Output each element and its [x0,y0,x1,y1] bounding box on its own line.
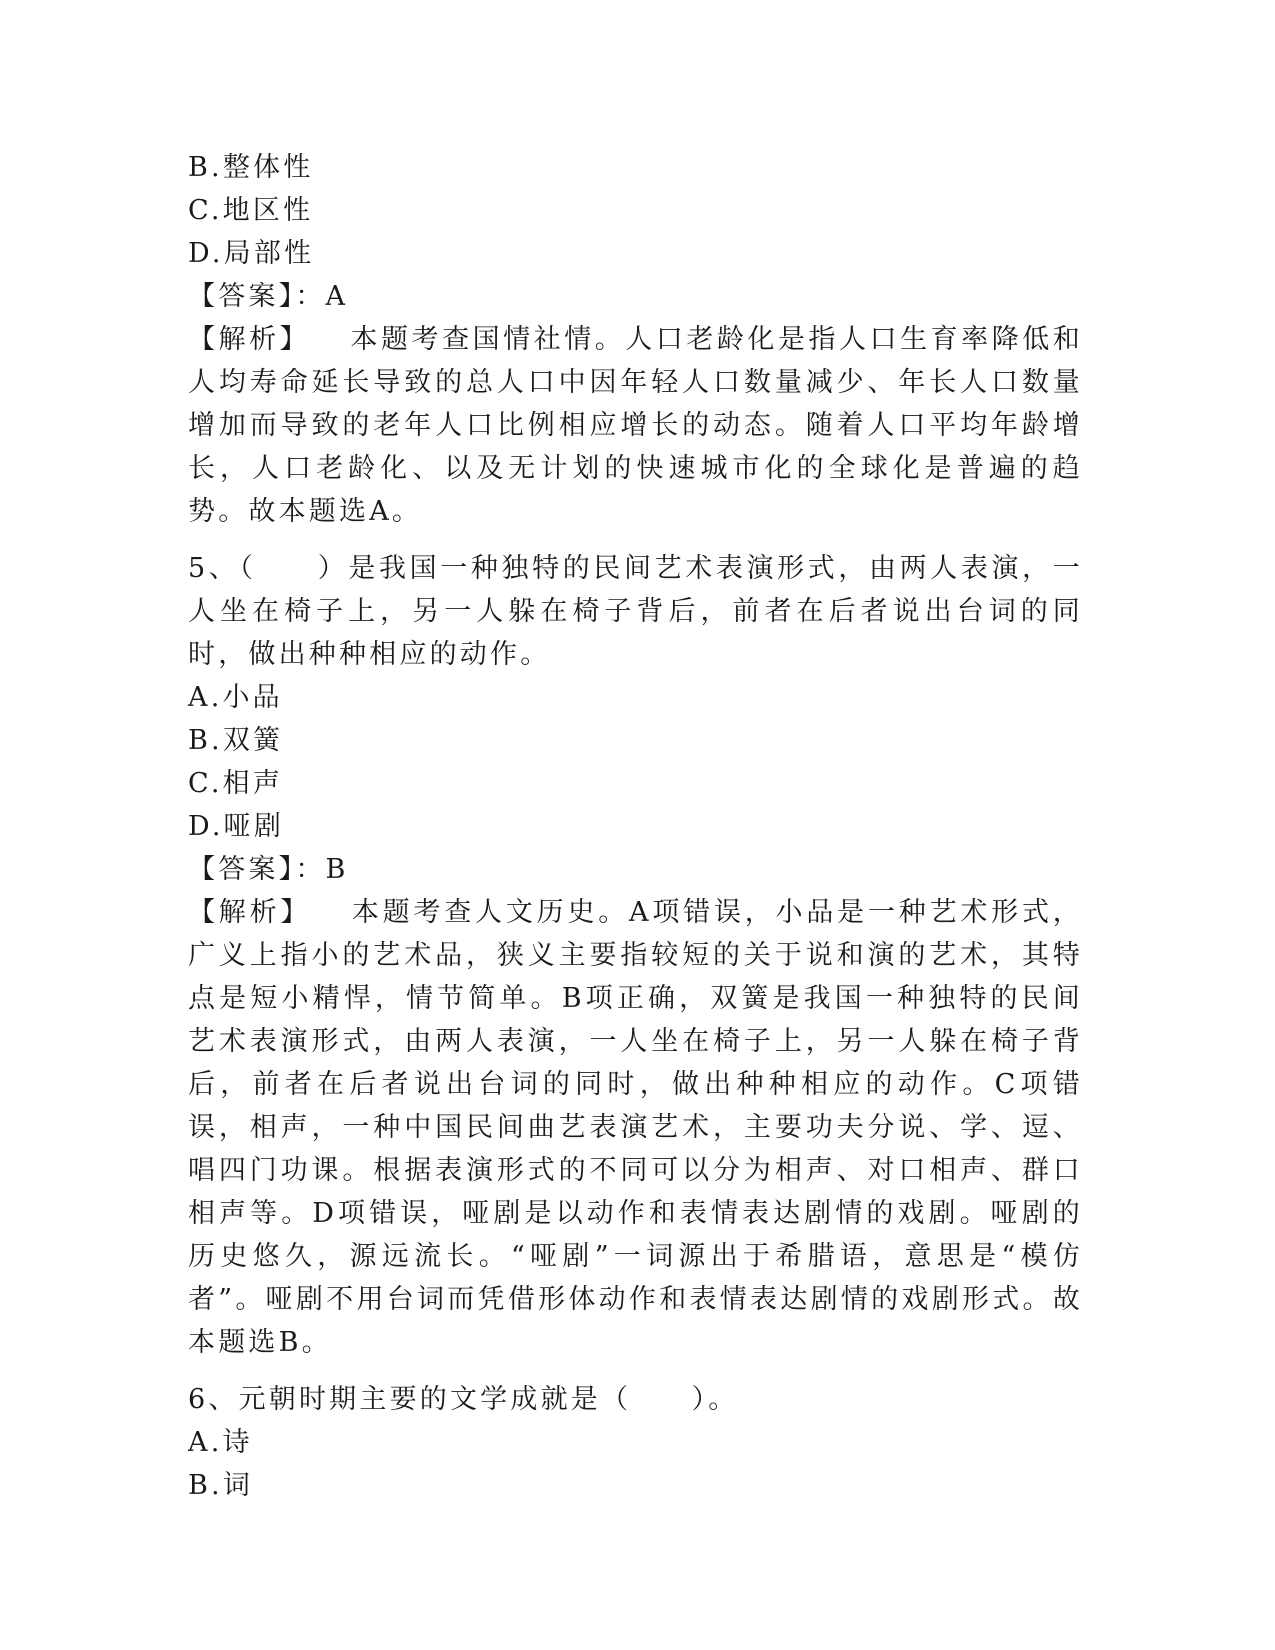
option-b: B.双簧 [188,725,284,756]
analysis-paragraph [188,891,1083,1364]
option-a: A.小品 [188,682,283,713]
option-c: C.相声 [188,768,284,799]
analysis-label: 【解析】 [188,324,311,355]
question-stem: 5、（ ）是我国一种独特的民间艺术表演形式，由两人表演，一人坐在椅子上，另一人躲在椅子背后，前者在后者说出台词的同时，做出种种相应的动作。 [188,553,1083,670]
option-b: B.整体性 [188,152,314,183]
option-d: D.局部性 [188,238,315,269]
answer-line [188,848,1083,891]
question-4-block [188,146,1083,533]
option-b: B.词 [188,1470,254,1501]
answer-value: ：B [295,854,349,885]
answer-label: 【答案】 [188,281,296,312]
answer-line [188,275,1083,318]
answer-label: 【答案】 [188,854,296,885]
question-stem: 6、元朝时期主要的文学成就是（ ）。 [188,1384,739,1415]
option-a: A.诗 [188,1427,253,1458]
option-d: D.哑剧 [188,811,285,842]
answer-value: ：A [295,281,349,312]
question-6-block [188,1378,1083,1507]
analysis-paragraph [188,318,1083,533]
analysis-label: 【解析】 [188,897,312,928]
option-c: C.地区性 [188,195,314,226]
analysis-text: 本题考查人文历史。A项错误，小品是一种艺术形式，广义上指小的艺术品，狭义主要指较短的关于说和演的艺术，其特点是短小精悍，情节简单。B项正确，双簧是我国一种独特的民间艺术表演形式，由两人表演，一人坐在椅子上，另一人躲在椅子背后，前者在后者说出台词的同时，做出种种相应的动作。C项错误，相声，一种中国民间曲艺表演艺术，主要功夫分说、学、逗、唱四门功课。根据表演形式的不同可以分为相声、对口相声、群口相声等。D项错误，哑剧是以动作和表情表达剧情的戏剧。哑剧的历史悠久，源远流长。“哑剧”一词源出于希腊语，意思是“模仿者”。哑剧不用台词而凭借形体动作和表情表达剧情的戏剧形式。故本题选B。 [188,897,1083,1358]
analysis-text: 本题考查国情社情。人口老龄化是指人口生育率降低和人均寿命延长导致的总人口中因年轻人口数量减少、年长人口数量增加而导致的老年人口比例相应增长的动态。随着人口平均年龄增长，人口老龄化、以及无计划的快速城市化的全球化是普遍的趋势。故本题选A。 [188,324,1083,527]
exam-page [188,146,1083,1507]
question-5-block [188,547,1083,1364]
